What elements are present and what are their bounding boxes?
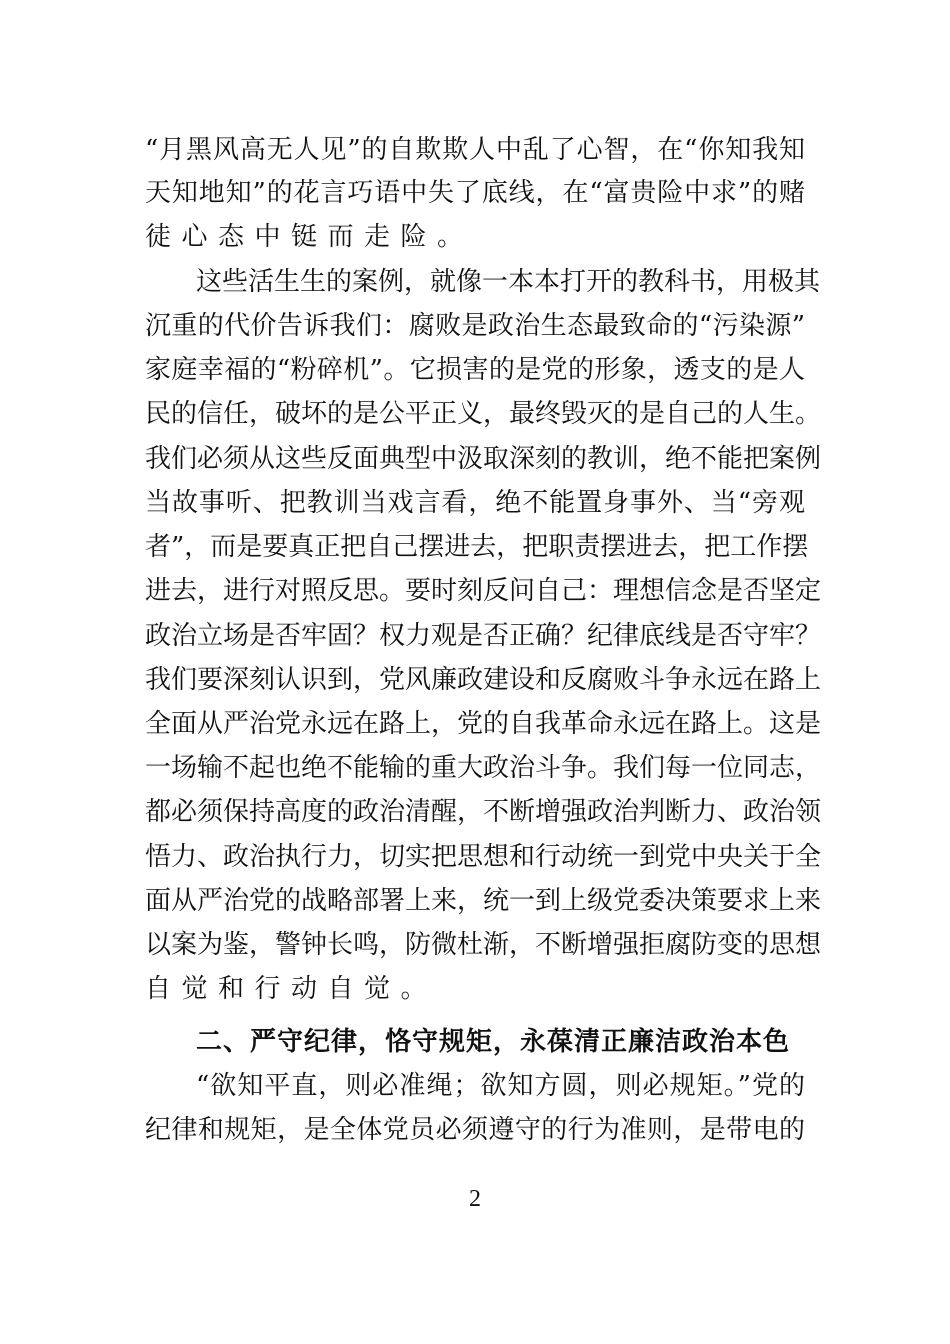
text-line: 徒心态中铤而走险。 bbox=[145, 222, 474, 252]
text-line: “欲知平直，则必准绳；欲知方圆，则必规矩。”党的 bbox=[196, 1071, 805, 1101]
text-line: 都必须保持高度的政治清醒，不断增强政治判断力、政治领 bbox=[145, 797, 822, 827]
text-line: 沉重的代价告诉我们：腐败是政治生态最致命的“污染源” bbox=[145, 311, 805, 341]
text-line: 天知地知”的花言巧语中失了底线，在“富贵险中求”的赌 bbox=[145, 178, 805, 208]
text-line: 当故事听、把教训当戏言看，绝不能置身事外、当“旁观 bbox=[145, 488, 805, 518]
text-line: 以案为鉴，警钟长鸣，防微杜渐，不断增强拒腐防变的思想 bbox=[145, 930, 822, 960]
text-line: 这些活生生的案例，就像一本本打开的教科书，用极其 bbox=[196, 267, 821, 297]
text-line: 民的信任，破坏的是公平正义，最终毁灭的是自己的人生。 bbox=[145, 399, 822, 429]
text-line: 我们必须从这些反面典型中汲取深刻的教训，绝不能把案例 bbox=[145, 444, 822, 474]
text-line: 纪律和规矩，是全体党员必须遵守的行为准则，是带电的 bbox=[145, 1115, 805, 1145]
text-line: 面从严治党的战略部署上来，统一到上级党委决策要求上来 bbox=[145, 886, 822, 916]
section-heading: 二、严守纪律，恪守规矩，永葆清正廉洁政治本色 bbox=[196, 1027, 791, 1057]
text-line: 政治立场是否牢固？权力观是否正确？纪律底线是否守牢？ bbox=[145, 621, 822, 651]
page-number: 2 bbox=[469, 1186, 481, 1212]
text-line: 全面从严治党永远在路上，党的自我革命永远在路上。这是 bbox=[145, 709, 822, 739]
text-line: “月黑风高无人见”的自欺欺人中乱了心智，在“你知我知 bbox=[145, 135, 805, 165]
text-line: 悟力、政治执行力，切实把思想和行动统一到党中央关于全 bbox=[145, 842, 822, 872]
text-line: 自觉和行动自觉。 bbox=[145, 974, 438, 1004]
text-line: 进去，进行对照反思。要时刻反问自己：理想信念是否坚定 bbox=[145, 576, 822, 606]
text-line: 者”，而是要真正把自己摆进去，把职责摆进去，把工作摆 bbox=[145, 532, 809, 562]
text-line: 家庭幸福的“粉碎机”。它损害的是党的形象，透支的是人 bbox=[145, 355, 805, 385]
text-line: 一场输不起也绝不能输的重大政治斗争。我们每一位同志， bbox=[145, 753, 822, 783]
text-line: 我们要深刻认识到，党风廉政建设和反腐败斗争永远在路上 bbox=[145, 665, 822, 695]
